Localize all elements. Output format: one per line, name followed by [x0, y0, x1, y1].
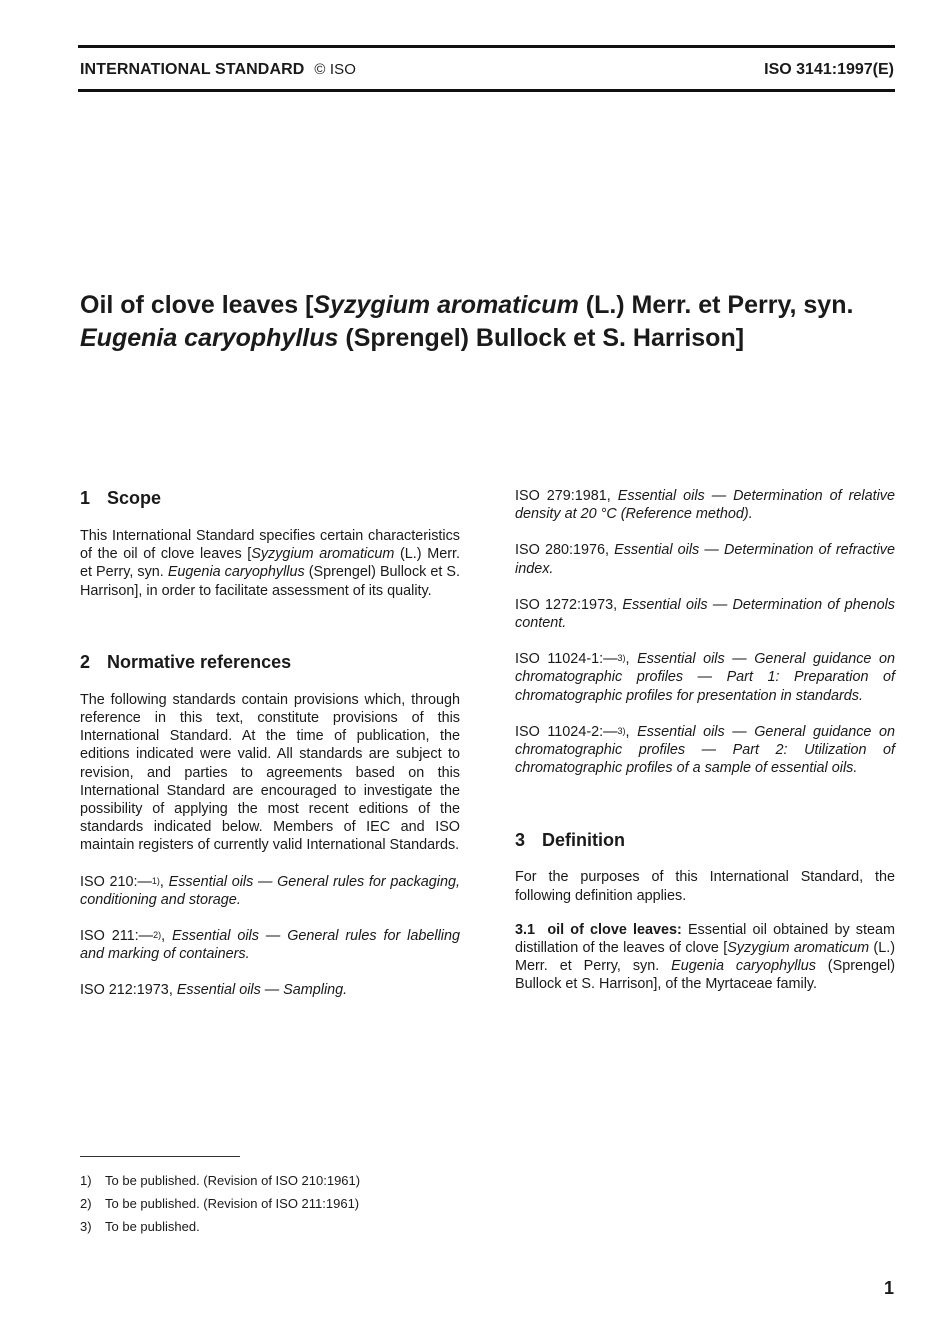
- reference-item: ISO 11024-2:—$^{3)}$, Essential oils — General guidance on chromatographic profiles — Part 2: Utilization of chromatographic profiles of a sample of essential oils.: [515, 723, 896, 777]
- header-bottom-rule: [78, 89, 895, 92]
- title-part: Oil of clove leaves [: [80, 291, 314, 319]
- page-number: 1: [883, 1278, 894, 1298]
- definition-intro: For the purposes of this International Standard, the following definition applies.: [515, 869, 895, 904]
- reference-item: ISO 280:1976, Essential oils — Determination of refractive index.: [515, 542, 896, 577]
- footnote: 1) To be published. (Revision of ISO 210:1961): [80, 1173, 361, 1188]
- standard-number: ISO 3141:1997(E): [764, 61, 894, 78]
- section-scope: [80, 487, 460, 600]
- section-heading: [80, 487, 460, 509]
- document-type: [80, 61, 356, 79]
- title-italic: Eugenia caryophyllus: [80, 324, 339, 352]
- reference-item: ISO 279:1981, Essential oils — Determination of relative density at 20 °C (Reference method).: [515, 488, 896, 523]
- section-title: Normative references: [107, 651, 292, 672]
- section-heading: [80, 651, 460, 673]
- normative-intro: The following standards contain provisions which, through reference in this text, constitute provisions of this International Standard. At the time of publication, the editions indicated were valid. All standards are subject to revision, and parties to agreements based on this International Standard are encouraged to investigate the possibility of applying the most recent editions of the standards indicated below. Members of IEC and ISO maintain registers of currently valid International Standards.: [80, 691, 460, 854]
- definition-entry: 3.1 oil of clove leaves: Essential oil obtained by steam distillation of the leaves of clove [Syzygium aromaticum (L.) Merr. et Perry, syn. Eugenia caryophyllus (Sprengel) Bullock et S. Harrison], of the Myrtaceae family.: [515, 921, 895, 993]
- section-heading: [515, 829, 895, 851]
- reference-item: ISO 212:1973, Essential oils — Sampling.: [80, 982, 348, 999]
- title-part: (Sprengel) Bullock et S. Harrison]: [338, 324, 745, 352]
- footnote: 3) To be published.: [80, 1219, 200, 1234]
- header-top-rule: [78, 45, 895, 48]
- reference-item: ISO 211:—$^{2)}$, Essential oils — General rules for labelling and marking of containers.: [80, 928, 460, 963]
- scope-paragraph: This International Standard specifies certain characteristics of the oil of clove leaves [Syzygium aromaticum (L.) Merr. et Perry, syn. Eugenia caryophyllus (Sprengel) Bullock et S. Harrison], in order to facilitate assessment of its quality.: [80, 528, 461, 599]
- reference-item: ISO 11024-1:—$^{3)}$, Essential oils — General guidance on chromatographic profiles — Part 1: Preparation of chromatographic profiles for presentation in standards.: [515, 651, 896, 704]
- section-definition: [515, 829, 895, 993]
- left-column: [80, 487, 460, 1000]
- section-number: 3: [515, 830, 526, 851]
- reference-item: ISO 210:—$^{1)}$, Essential oils — General rules for packaging, conditioning and storage.: [80, 873, 461, 908]
- section-title: Scope: [107, 488, 162, 508]
- title-italic: Syzygium aromaticum: [313, 291, 579, 319]
- footnote-separator: [80, 1156, 240, 1157]
- section-title: Definition: [542, 830, 625, 851]
- title-part: (L.) Merr. et Perry, syn.: [578, 291, 854, 319]
- section-number: 2: [80, 651, 91, 672]
- document-title: [80, 289, 900, 355]
- right-column: [515, 487, 895, 994]
- footnote: 2) To be published. (Revision of ISO 211:1961): [80, 1196, 360, 1211]
- footnotes: [80, 1169, 360, 1238]
- reference-item: ISO 1272:1973, Essential oils — Determination of phenols content.: [515, 596, 895, 632]
- copyright-notice: © ISO: [314, 61, 356, 78]
- section-normative-references: [80, 651, 460, 1000]
- section-number: 1: [80, 488, 91, 508]
- document-type-label: INTERNATIONAL STANDARD: [80, 61, 305, 78]
